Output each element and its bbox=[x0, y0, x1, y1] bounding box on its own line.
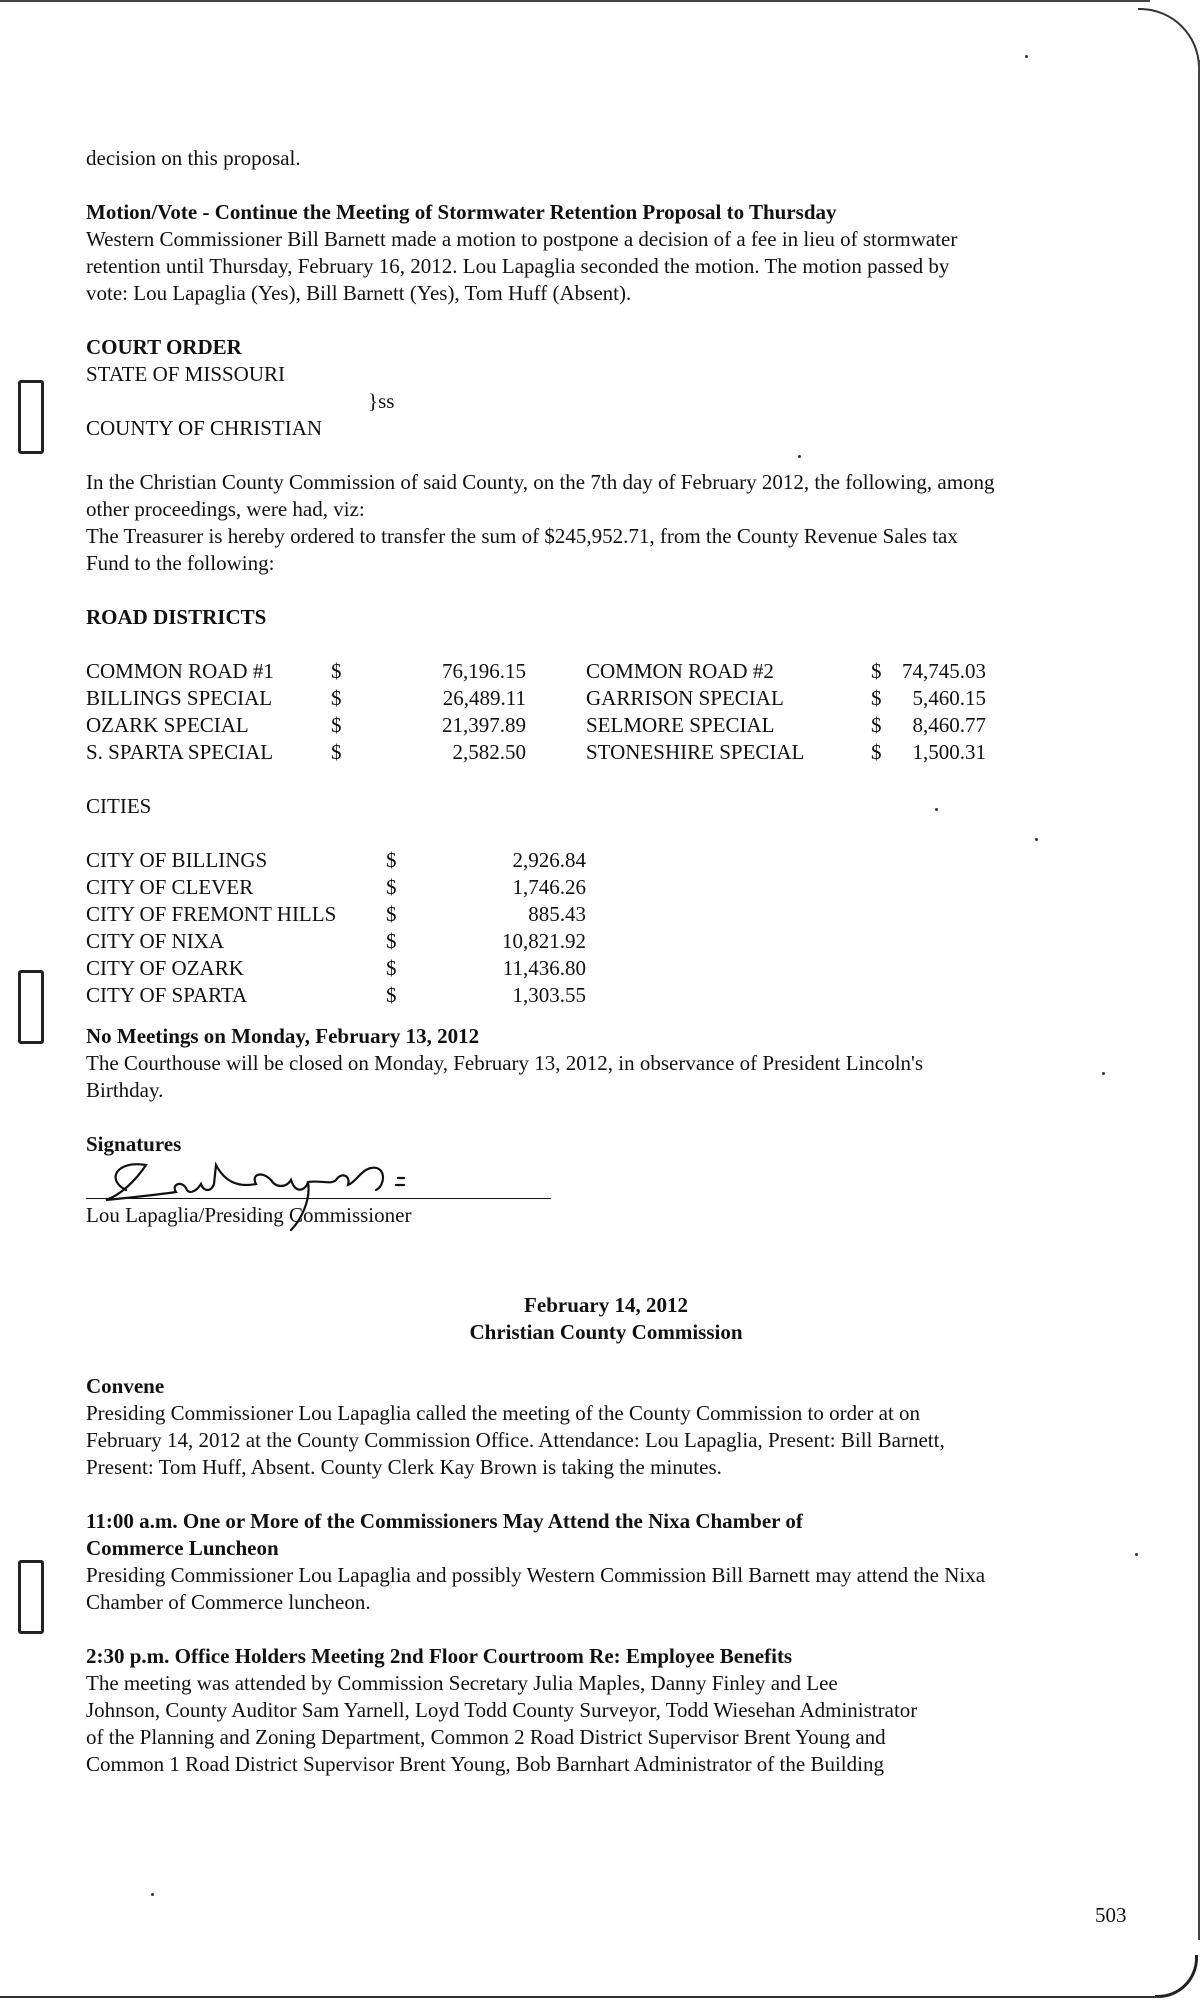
binder-hole-icon bbox=[18, 380, 44, 454]
scan-speck bbox=[1135, 1553, 1138, 1556]
signatory-name: Lou Lapaglia/Presiding Commissioner bbox=[86, 1203, 412, 1227]
table-row bbox=[86, 658, 1126, 685]
city-amount: 1,746.26 bbox=[512, 875, 586, 899]
table-row bbox=[86, 685, 1126, 712]
currency-sign: $ bbox=[871, 659, 882, 683]
city-amount: 2,926.84 bbox=[512, 848, 586, 872]
city-amount: 885.43 bbox=[528, 902, 586, 926]
table-row bbox=[86, 982, 1126, 1009]
binder-hole-icon bbox=[18, 1560, 44, 1634]
district-amount: 2,582.50 bbox=[452, 740, 526, 764]
district-name: BILLINGS SPECIAL bbox=[86, 686, 273, 710]
page-corner-curl-bottom bbox=[1155, 1955, 1198, 1998]
venue-state: STATE OF MISSOURI bbox=[86, 362, 286, 386]
road-districts-heading: ROAD DISTRICTS bbox=[86, 605, 267, 629]
document-body bbox=[86, 145, 1126, 1778]
office-holders-text-line: Johnson, County Auditor Sam Yarnell, Loyd Todd County Surveyor, Todd Wiesehan Administrator bbox=[86, 1698, 918, 1722]
venue-ss: }ss bbox=[368, 389, 395, 413]
currency-sign: $ bbox=[871, 740, 882, 764]
venue-county: COUNTY OF CHRISTIAN bbox=[86, 416, 323, 440]
district-name: STONESHIRE SPECIAL bbox=[586, 740, 805, 764]
district-name: COMMON ROAD #1 bbox=[86, 659, 274, 683]
district-name: S. SPARTA SPECIAL bbox=[86, 740, 274, 764]
district-amount: 1,500.31 bbox=[912, 740, 986, 764]
signature-block bbox=[86, 1158, 606, 1238]
motion-text-line: retention until Thursday, February 16, 2012. Lou Lapaglia seconded the motion. The motion passed by bbox=[86, 254, 950, 278]
district-amount: 76,196.15 bbox=[442, 659, 526, 683]
currency-sign: $ bbox=[386, 902, 397, 926]
cities-table bbox=[86, 847, 1126, 1009]
office-holders-text-line: of the Planning and Zoning Department, Common 2 Road District Supervisor Brent Young and bbox=[86, 1725, 886, 1749]
motion-text-line: Western Commissioner Bill Barnett made a motion to postpone a decision of a fee in lieu of stormwater bbox=[86, 227, 958, 251]
currency-sign: $ bbox=[331, 686, 342, 710]
no-meetings-heading: No Meetings on Monday, February 13, 2012 bbox=[86, 1024, 480, 1048]
city-amount: 10,821.92 bbox=[502, 929, 586, 953]
city-name: CITY OF SPARTA bbox=[86, 983, 248, 1007]
court-order-heading: COURT ORDER bbox=[86, 335, 242, 359]
table-row bbox=[86, 928, 1126, 955]
table-row bbox=[86, 712, 1126, 739]
table-row bbox=[86, 955, 1126, 982]
court-order-text-line: The Treasurer is hereby ordered to transfer the sum of $245,952.71, from the County Revenue Sales tax bbox=[86, 524, 958, 548]
city-name: CITY OF FREMONT HILLS bbox=[86, 902, 337, 926]
city-name: CITY OF NIXA bbox=[86, 929, 225, 953]
nixa-heading: Commerce Luncheon bbox=[86, 1536, 279, 1560]
currency-sign: $ bbox=[331, 659, 342, 683]
court-order-text-line: other proceedings, were had, viz: bbox=[86, 497, 365, 521]
table-row bbox=[86, 901, 1126, 928]
city-name: CITY OF CLEVER bbox=[86, 875, 254, 899]
city-name: CITY OF OZARK bbox=[86, 956, 244, 980]
district-amount: 26,489.11 bbox=[442, 686, 526, 710]
intro-line: decision on this proposal. bbox=[86, 146, 301, 170]
currency-sign: $ bbox=[386, 929, 397, 953]
page-corner-curl-top bbox=[1138, 8, 1200, 70]
currency-sign: $ bbox=[386, 983, 397, 1007]
motion-heading: Motion/Vote - Continue the Meeting of Stormwater Retention Proposal to Thursday bbox=[86, 200, 837, 224]
nixa-heading: 11:00 a.m. One or More of the Commissioners May Attend the Nixa Chamber of bbox=[86, 1509, 803, 1533]
venue-block bbox=[86, 361, 1126, 442]
meeting-body: Christian County Commission bbox=[469, 1320, 743, 1344]
convene-heading: Convene bbox=[86, 1374, 165, 1398]
table-row bbox=[86, 874, 1126, 901]
page-bottom-edge bbox=[0, 1996, 1160, 1998]
currency-sign: $ bbox=[331, 713, 342, 737]
table-row bbox=[86, 739, 1126, 766]
currency-sign: $ bbox=[386, 848, 397, 872]
signatures-heading: Signatures bbox=[86, 1132, 182, 1156]
page-number: 503 bbox=[1095, 1903, 1127, 1927]
district-name: SELMORE SPECIAL bbox=[586, 713, 775, 737]
cities-heading: CITIES bbox=[86, 794, 152, 818]
nixa-text-line: Chamber of Commerce luncheon. bbox=[86, 1590, 371, 1614]
convene-text-line: Present: Tom Huff, Absent. County Clerk Kay Brown is taking the minutes. bbox=[86, 1455, 722, 1479]
office-holders-text-line: Common 1 Road District Supervisor Brent Young, Bob Barnhart Administrator of the Building bbox=[86, 1752, 884, 1776]
district-amount: 8,460.77 bbox=[912, 713, 986, 737]
currency-sign: $ bbox=[331, 740, 342, 764]
currency-sign: $ bbox=[386, 875, 397, 899]
table-row bbox=[86, 847, 1126, 874]
district-name: COMMON ROAD #2 bbox=[586, 659, 774, 683]
motion-text-line: vote: Lou Lapaglia (Yes), Bill Barnett (Yes), Tom Huff (Absent). bbox=[86, 281, 632, 305]
court-order-text-line: Fund to the following: bbox=[86, 551, 275, 575]
currency-sign: $ bbox=[386, 956, 397, 980]
nixa-text-line: Presiding Commissioner Lou Lapaglia and possibly Western Commission Bill Barnett may attend the Nixa bbox=[86, 1563, 986, 1587]
currency-sign: $ bbox=[871, 686, 882, 710]
convene-text-line: Presiding Commissioner Lou Lapaglia called the meeting of the County Commission to order at on bbox=[86, 1401, 921, 1425]
court-order-text-line: In the Christian County Commission of said County, on the 7th day of February 2012, the following, among bbox=[86, 470, 995, 494]
scan-speck bbox=[1025, 55, 1028, 58]
district-amount: 21,397.89 bbox=[442, 713, 526, 737]
page-top-edge bbox=[0, 0, 1150, 10]
road-districts-table bbox=[86, 658, 1126, 766]
district-name: OZARK SPECIAL bbox=[86, 713, 249, 737]
currency-sign: $ bbox=[871, 713, 882, 737]
district-amount: 74,745.03 bbox=[902, 659, 986, 683]
district-amount: 5,460.15 bbox=[912, 686, 986, 710]
signature-line bbox=[86, 1198, 551, 1199]
city-amount: 1,303.55 bbox=[512, 983, 586, 1007]
office-holders-heading: 2:30 p.m. Office Holders Meeting 2nd Floor Courtroom Re: Employee Benefits bbox=[86, 1644, 793, 1668]
scan-speck bbox=[151, 1893, 154, 1896]
district-name: GARRISON SPECIAL bbox=[586, 686, 784, 710]
no-meetings-text-line: Birthday. bbox=[86, 1078, 164, 1102]
city-amount: 11,436.80 bbox=[502, 956, 586, 980]
binder-hole-icon bbox=[18, 970, 44, 1044]
convene-text-line: February 14, 2012 at the County Commission Office. Attendance: Lou Lapaglia, Present: Bill Barnett, bbox=[86, 1428, 945, 1452]
city-name: CITY OF BILLINGS bbox=[86, 848, 268, 872]
office-holders-text-line: The meeting was attended by Commission Secretary Julia Maples, Danny Finley and Lee bbox=[86, 1671, 838, 1695]
meeting-date: February 14, 2012 bbox=[524, 1293, 688, 1317]
no-meetings-text-line: The Courthouse will be closed on Monday, February 13, 2012, in observance of President Lincoln's bbox=[86, 1051, 924, 1075]
